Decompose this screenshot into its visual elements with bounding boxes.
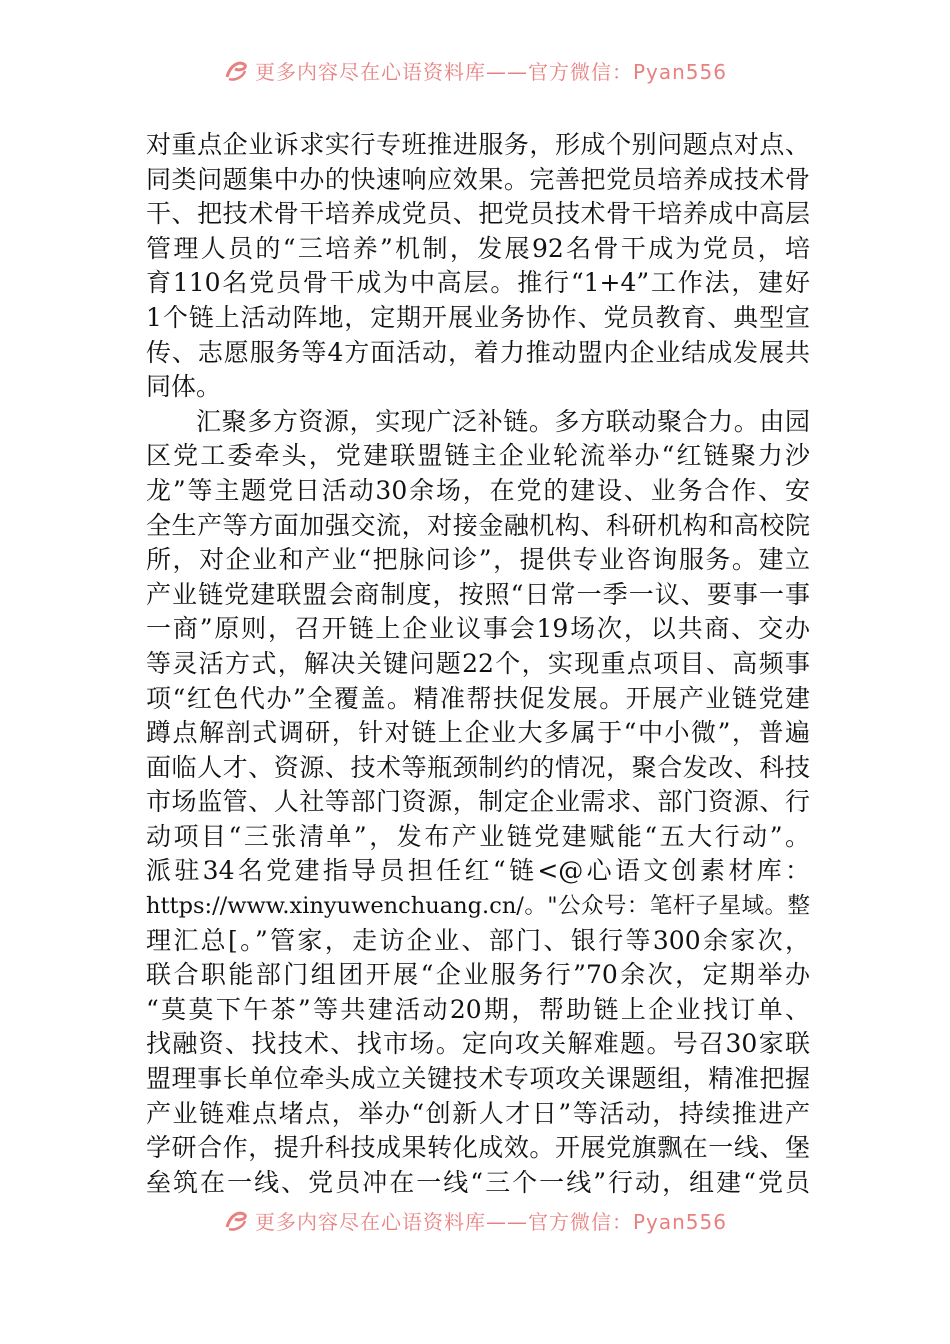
- brand-logo-icon: [223, 1207, 249, 1233]
- text-line: 所，对企业和产业“把脉问诊”，提供专业咨询服务。建立: [146, 545, 810, 575]
- text-line: 联合职能部门组团开展“企业服务行”70余次，定期举办: [146, 960, 810, 990]
- text-line: 垒筑在一线、党员冲在一线“三个一线”行动，组建“党员: [146, 1167, 810, 1197]
- paragraph-start-line: 汇聚多方资源，实现广泛补链。多方联动聚合力。由园: [196, 406, 810, 436]
- text-line: 市场监管、人社等部门资源，制定企业需求、部门资源、行: [146, 787, 810, 817]
- watermark-text: 更多内容尽在心语资料库——官方微信：Pyan556: [254, 1209, 727, 1234]
- text-line: 蹲点解剖式调研，针对链上企业大多属于“中小微”，普遍: [146, 718, 810, 748]
- watermark-text: 更多内容尽在心语资料库——官方微信：Pyan556: [254, 59, 727, 84]
- text-line: 等灵活方式，解决关键问题22个，实现重点项目、高频事: [146, 648, 810, 678]
- text-line: 理汇总[。”管家，走访企业、部门、银行等300余家次，: [146, 925, 810, 955]
- text-line: 对重点企业诉求实行专班推进服务，形成个别问题点对点、: [146, 130, 810, 159]
- text-line: 派驻34名党建指导员担任红“链<@心语文创素材库：: [146, 856, 810, 886]
- text-line: 盟理事长单位牵头成立关键技术专项攻关课题组，精准把握: [146, 1064, 810, 1094]
- text-line: 同类问题集中办的快速响应效果。完善把党员培养成技术骨: [146, 164, 810, 194]
- text-line: 1个链上活动阵地，定期开展业务协作、党员教育、典型宣: [146, 302, 810, 332]
- text-line: 项“红色代办”全覆盖。精准帮扶促发展。开展产业链党建: [146, 683, 810, 713]
- text-line: 一商”原则，召开链上企业议事会19场次，以共商、交办: [146, 614, 810, 644]
- brand-logo-icon: [223, 57, 249, 83]
- text-line: 动项目“三张清单”，发布产业链党建赋能“五大行动”。: [146, 821, 810, 851]
- text-line: 龙”等主题党日活动30余场，在党的建设、业务合作、安: [146, 475, 810, 505]
- text-line: 同体。: [146, 372, 222, 402]
- text-line-url: https://www.xinyuwenchuang.cn/。"公众号：笔杆子星域。整: [146, 893, 810, 920]
- document-body: [146, 128, 810, 1200]
- text-line: 产业链党建联盟会商制度，按照“日常一季一议、要事一事: [146, 579, 810, 609]
- text-line: 面临人才、资源、技术等瓶颈制约的情况，聚合发改、科技: [146, 752, 810, 782]
- footer-watermark: [0, 1200, 950, 1240]
- text-line: 传、志愿服务等4方面活动，着力推动盟内企业结成发展共: [146, 337, 810, 367]
- text-line: 全生产等方面加强交流，对接金融机构、科研机构和高校院: [146, 510, 810, 540]
- text-line: 管理人员的“三培养”机制，发展92名骨干成为党员，培: [146, 233, 810, 263]
- text-line: “莫莫下午茶”等共建活动20期，帮助链上企业找订单、: [146, 994, 810, 1024]
- text-line: 学研合作，提升科技成果转化成效。开展党旗飘在一线、堡: [146, 1133, 810, 1163]
- header-watermark: [0, 50, 950, 90]
- text-line: 育110名党员骨干成为中高层。推行“1+4”工作法，建好: [146, 268, 810, 298]
- text-line: 产业链难点堵点，举办“创新人才日”等活动，持续推进产: [146, 1098, 810, 1128]
- text-line: 区党工委牵头，党建联盟链主企业轮流举办“红链聚力沙: [146, 441, 810, 471]
- text-line: 干、把技术骨干培养成党员、把党员技术骨干培养成中高层: [146, 199, 810, 229]
- text-line: 找融资、找技术、找市场。定向攻关解难题。号召30家联: [146, 1029, 810, 1059]
